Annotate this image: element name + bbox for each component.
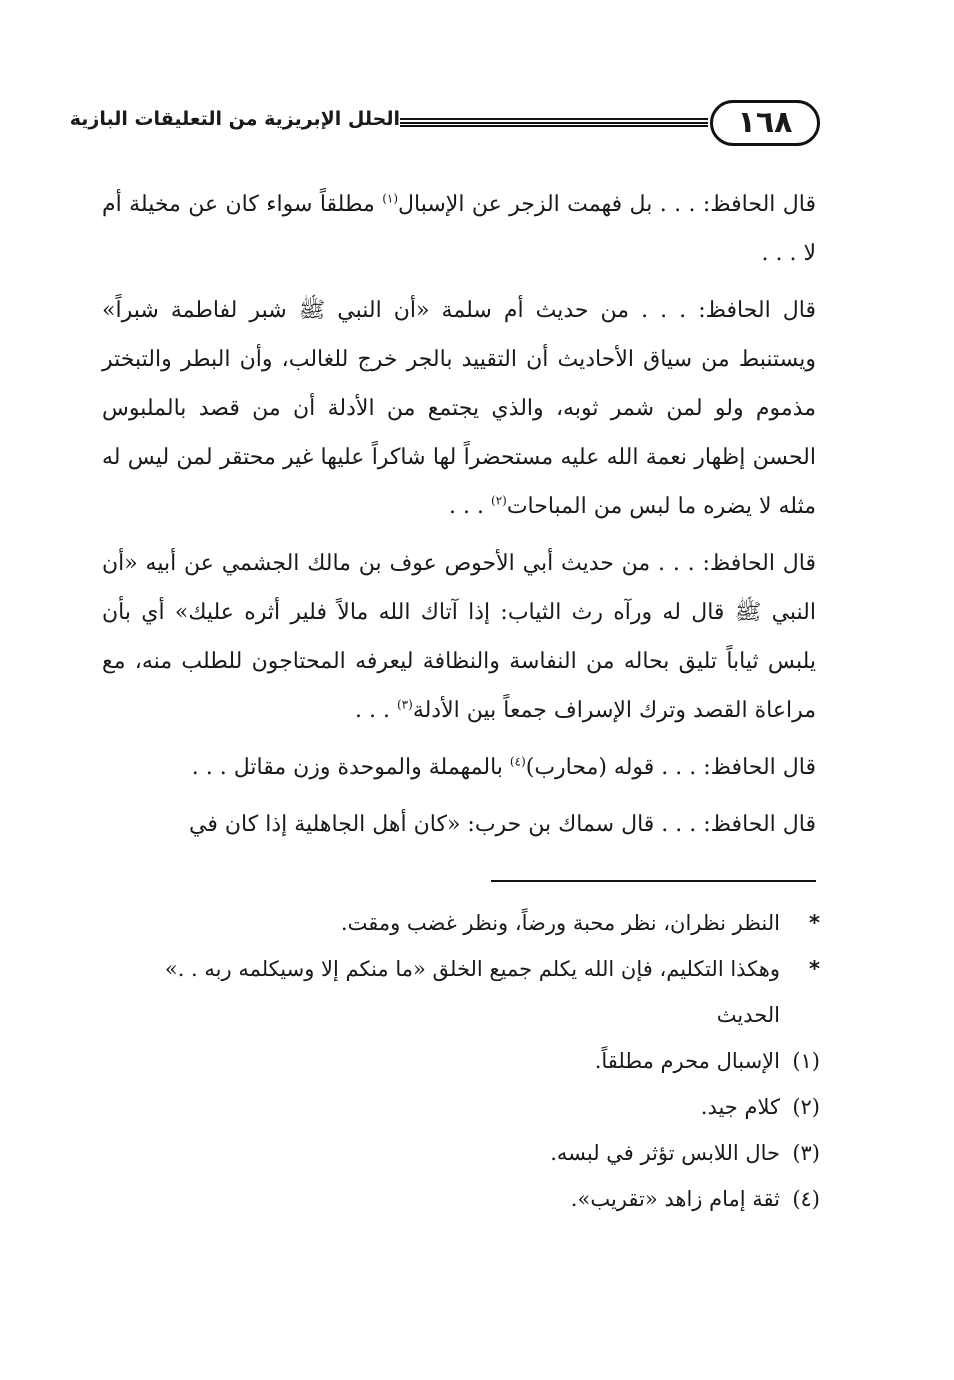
paragraph-text-cont: مطلقاً سواء كان عن مخيلة أم لا . . . — [102, 192, 816, 266]
speaker-label: قال الحافظ: — [698, 298, 816, 323]
footnote-comment — [102, 946, 820, 1038]
footnote-ref: (٤) — [509, 754, 526, 769]
paragraph-text-cont: . . . — [355, 698, 397, 723]
paragraph — [102, 286, 816, 531]
speaker-label: قال الحافظ: — [702, 551, 817, 576]
speaker-label: قال الحافظ: — [703, 812, 816, 837]
footnote-comment — [102, 900, 820, 946]
header-rule — [400, 118, 708, 127]
footnote-number: (٤) — [792, 1187, 820, 1211]
paragraph — [102, 800, 816, 849]
footnote-number: (١) — [792, 1049, 820, 1073]
footnote-text: وهكذا التكليم، فإن الله يكلم جميع الخلق «ما منكم إلا وسيكلمه ربه . .» الحديث — [164, 957, 780, 1027]
asterisk-marker: * — [809, 957, 820, 981]
footnote-3 — [102, 1130, 820, 1176]
footnote-text: النظر نظران، نظر محبة ورضاً، ونظر غضب ومقت. — [340, 911, 780, 935]
footnote-number: (٣) — [792, 1141, 820, 1165]
paragraph — [102, 180, 816, 278]
page-number: ١٦٨ — [710, 100, 820, 146]
body-text — [102, 180, 816, 857]
page-header — [69, 98, 820, 152]
paragraph-text: . . . بل فهمت الزجر عن الإسبال — [398, 192, 703, 217]
asterisk-marker: * — [809, 911, 820, 935]
running-title: الحلل الإبريزية من التعليقات البازية — [69, 108, 400, 130]
paragraph-text: . . . قوله (محارب) — [525, 755, 704, 780]
footnote-number: (٢) — [792, 1095, 820, 1119]
paragraph-text: . . . من حديث أبي الأحوص عوف بن مالك الجشمي عن أبيه «أن النبي ﷺ قال له ورآه رث الثياب: إذا آتاك الله مالاً فلير أثره عليك» أي بأن يلبس ثياباً تليق بحاله من النفاسة والنظافة ليعرفه المحتاجون للطلب منه، مع مراعاة القصد وترك الإسراف جمعاً بين الأدلة — [102, 551, 816, 723]
speaker-label: قال الحافظ: — [703, 755, 816, 780]
speaker-label: قال الحافظ: — [702, 192, 816, 217]
footnote-separator — [491, 880, 816, 882]
footnote-2 — [102, 1084, 820, 1130]
footnote-text: ثقة إمام زاهد «تقريب». — [570, 1187, 780, 1211]
paragraph — [102, 539, 816, 735]
footnote-4 — [102, 1176, 820, 1222]
paragraph-text: . . . من حديث أم سلمة «أن النبي ﷺ شبر لفاطمة شبراً» ويستنبط من سياق الأحاديث أن التقييد بالجر خرج للغالب، وأن البطر والتبختر مذموم ولو لمن شمر ثوبه، والذي يجتمع من الأدلة أن من قصد بالملبوس الحسن إظهار نعمة الله عليه مستحضراً لها شاكراً عليها غير محتقر لمن ليس له مثله لا يضره ما لبس من المباحات — [102, 298, 816, 519]
paragraph-text-cont: بالمهملة والموحدة وزن مقاتل . . . — [191, 755, 510, 780]
footnote-text: الإسبال محرم مطلقاً. — [594, 1049, 780, 1073]
footnote-text: كلام جيد. — [700, 1095, 780, 1119]
footnotes — [102, 900, 820, 1222]
paragraph — [102, 743, 816, 792]
footnote-text: حال اللابس تؤثر في لبسه. — [550, 1141, 780, 1165]
footnote-ref: (٣) — [396, 697, 413, 712]
footnote-1 — [102, 1038, 820, 1084]
paragraph-text: . . . قال سماك بن حرب: «كان أهل الجاهلية إذا كان في — [189, 812, 704, 837]
footnote-ref: (٢) — [491, 493, 507, 508]
paragraph-text-cont: . . . — [449, 494, 491, 519]
footnote-ref: (١) — [382, 191, 399, 206]
